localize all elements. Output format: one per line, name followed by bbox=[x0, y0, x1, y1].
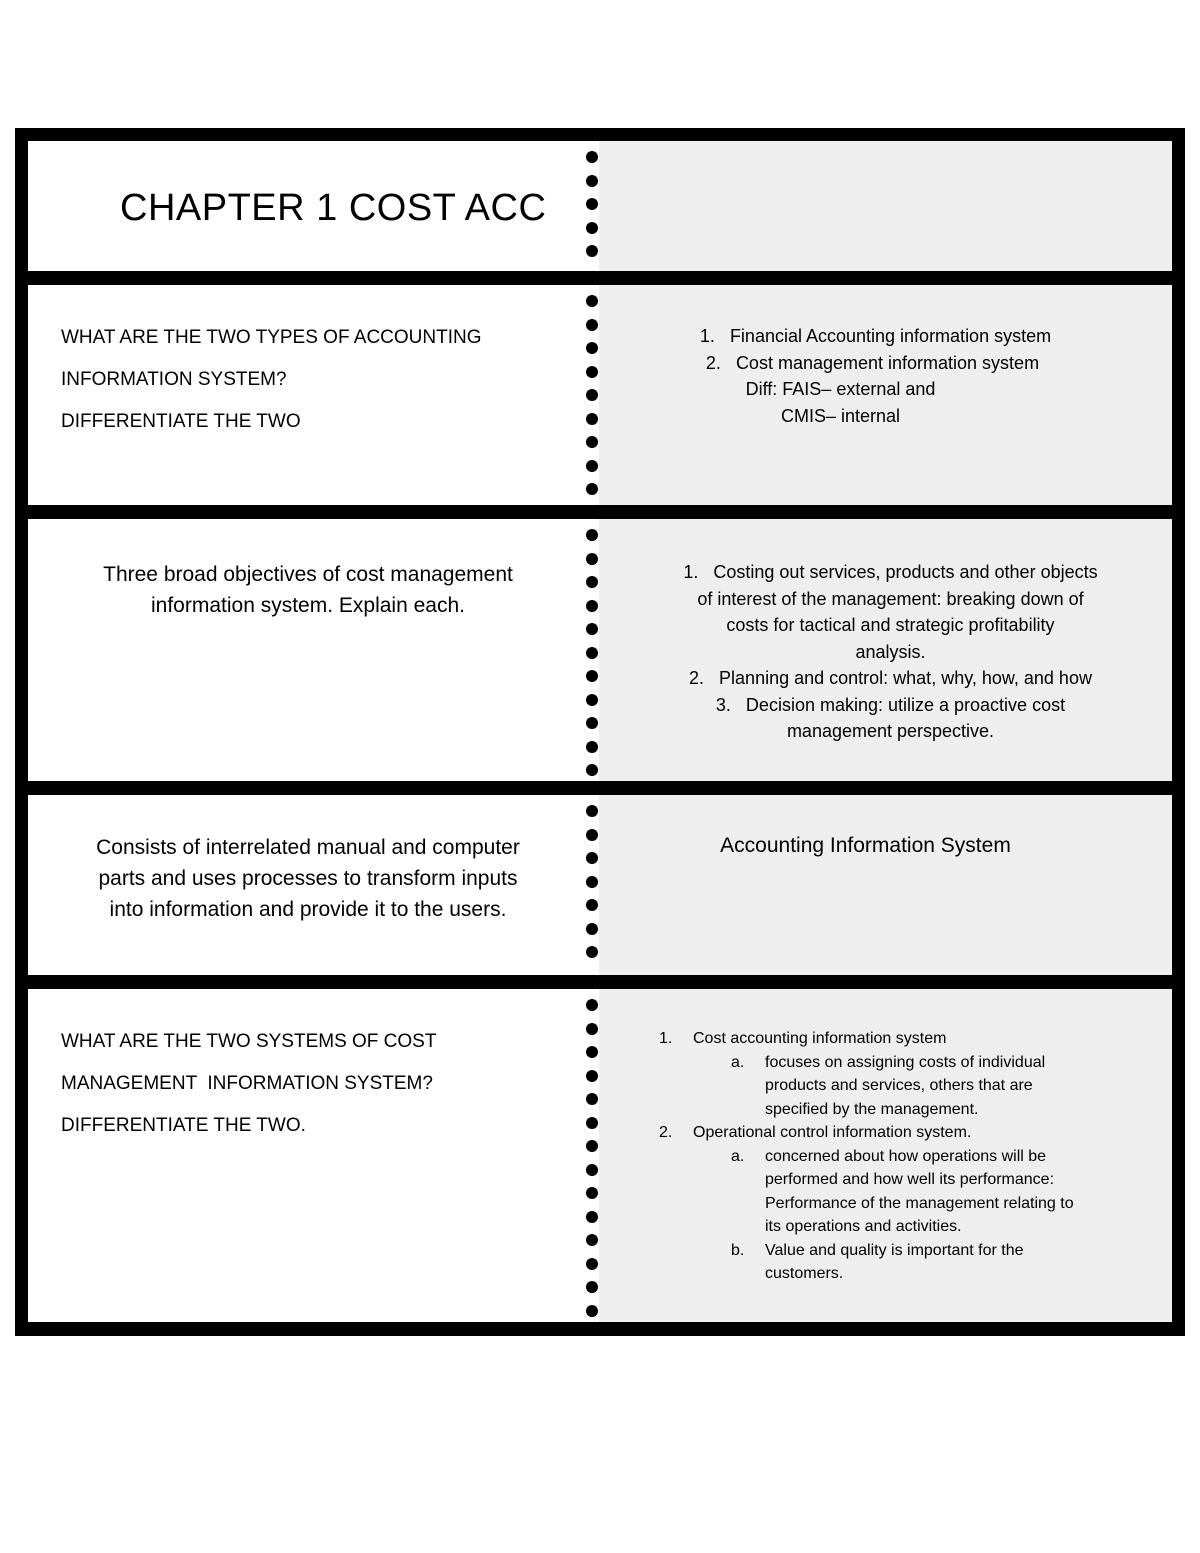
question-cell bbox=[28, 285, 585, 505]
perforation-dot bbox=[586, 1164, 598, 1176]
answer-line: specified by the management. bbox=[765, 1100, 979, 1118]
perforation-dot bbox=[586, 1187, 598, 1199]
perforation-dot bbox=[586, 1070, 598, 1082]
perforation-dot bbox=[586, 1117, 598, 1129]
answer-line: 2. Planning and control: what, why, how, and how bbox=[689, 668, 1092, 688]
perforation bbox=[585, 795, 599, 975]
question-line: WHAT ARE THE TWO TYPES OF ACCOUNTING bbox=[61, 327, 482, 348]
flashcard-4 bbox=[28, 989, 1172, 1322]
list-marker: 1. bbox=[699, 326, 715, 346]
list-marker: a. bbox=[731, 1147, 745, 1165]
answer-line: focuses on assigning costs of individual bbox=[765, 1053, 1046, 1071]
perforation-dot bbox=[586, 1234, 598, 1246]
list-marker: 1. bbox=[659, 1030, 673, 1047]
question-line: INFORMATION SYSTEM? bbox=[61, 369, 287, 390]
perforation-dot bbox=[586, 852, 598, 864]
question-text bbox=[61, 1021, 436, 1147]
answer-line: concerned about how operations will be bbox=[765, 1147, 1047, 1165]
question-line: DIFFERENTIATE THE TWO bbox=[61, 411, 301, 432]
answer-line: performed and how well its performance: bbox=[765, 1171, 1055, 1188]
question-line: information system. Explain each. bbox=[151, 594, 465, 617]
answer-cell bbox=[599, 795, 1172, 975]
title-card bbox=[28, 141, 1172, 271]
answer-note: CMIS– internal bbox=[780, 405, 901, 426]
answer-cell bbox=[599, 519, 1172, 781]
perforation-dot bbox=[586, 899, 598, 911]
answer-line: Cost management information system bbox=[735, 352, 1040, 373]
answer-cell bbox=[599, 285, 1172, 505]
list-marker: a. bbox=[731, 1053, 745, 1071]
perforation-dot bbox=[586, 198, 598, 210]
question-text bbox=[61, 317, 482, 443]
question-line: WHAT ARE THE TWO SYSTEMS OF COST bbox=[61, 1031, 437, 1052]
perforation-dot bbox=[586, 999, 598, 1011]
answer-line: 1. Costing out services, products and other objects bbox=[683, 562, 1098, 582]
perforation-dot bbox=[586, 623, 598, 635]
flashcard-sheet bbox=[15, 128, 1185, 1336]
perforation-dot bbox=[586, 222, 598, 234]
perforation-dot bbox=[586, 436, 598, 448]
answer-text bbox=[659, 1027, 1142, 1286]
answer-subitem bbox=[731, 1051, 1142, 1122]
flashcard-3 bbox=[28, 795, 1172, 975]
perforation bbox=[585, 141, 599, 271]
list-marker: 2. bbox=[705, 352, 721, 373]
perforation-dot bbox=[586, 483, 598, 495]
question-text bbox=[38, 559, 578, 621]
answer-line: Performance of the management relating to bbox=[765, 1194, 1074, 1212]
perforation-dot bbox=[586, 1305, 598, 1317]
perforation-dot bbox=[586, 805, 598, 817]
question-cell bbox=[28, 989, 585, 1322]
perforation-dot bbox=[586, 1258, 598, 1270]
answer-line: products and services, others that are bbox=[765, 1077, 1033, 1094]
perforation-dot bbox=[586, 553, 598, 565]
answer-line: customers. bbox=[765, 1265, 844, 1282]
answer-item bbox=[573, 350, 1172, 377]
question-line: MANAGEMENT INFORMATION SYSTEM? bbox=[61, 1073, 433, 1094]
answer-item bbox=[659, 1027, 1142, 1051]
answer-text bbox=[599, 323, 1172, 429]
flashcard-1 bbox=[28, 285, 1172, 505]
answer-line: of interest of the management: breaking down of bbox=[697, 588, 1084, 609]
answer-text: Accounting Information System bbox=[720, 834, 1011, 857]
perforation-dot bbox=[586, 1046, 598, 1058]
perforation-dot bbox=[586, 670, 598, 682]
answer-line: Cost accounting information system bbox=[693, 1030, 947, 1047]
perforation-dot bbox=[586, 1023, 598, 1035]
question-cell bbox=[28, 795, 585, 975]
answer-subitem bbox=[731, 1239, 1142, 1286]
question-line: Consists of interrelated manual and computer bbox=[96, 836, 520, 859]
answer-line: management perspective. bbox=[786, 721, 995, 741]
perforation-dot bbox=[586, 576, 598, 588]
title-cell bbox=[28, 141, 585, 271]
perforation-dot bbox=[586, 1211, 598, 1223]
page-title: CHAPTER 1 COST ACC bbox=[120, 187, 547, 229]
answer-line: its operations and activities. bbox=[765, 1218, 962, 1235]
perforation-dot bbox=[586, 1140, 598, 1152]
answer-item bbox=[659, 1121, 1142, 1145]
perforation-dot bbox=[586, 741, 598, 753]
perforation-dot bbox=[586, 647, 598, 659]
perforation-dot bbox=[586, 923, 598, 935]
answer-line: costs for tactical and strategic profitability bbox=[726, 615, 1055, 635]
perforation-dot bbox=[586, 175, 598, 187]
answer-cell bbox=[599, 989, 1172, 1322]
perforation-dot bbox=[586, 151, 598, 163]
question-cell bbox=[28, 519, 585, 781]
perforation bbox=[585, 989, 599, 1322]
perforation-dot bbox=[586, 694, 598, 706]
list-marker: b. bbox=[731, 1241, 745, 1259]
perforation-dot bbox=[586, 1281, 598, 1293]
question-line: DIFFERENTIATE THE TWO. bbox=[61, 1115, 306, 1136]
perforation-dot bbox=[586, 295, 598, 307]
title-answer-cell bbox=[599, 141, 1172, 271]
question-line: parts and uses processes to transform inputs bbox=[98, 867, 518, 890]
answer-line: Value and quality is important for the bbox=[765, 1241, 1024, 1259]
perforation-dot bbox=[586, 460, 598, 472]
answer-line: analysis. bbox=[855, 641, 926, 662]
answer-note: Diff: FAIS– external and bbox=[745, 379, 936, 399]
perforation bbox=[585, 519, 599, 781]
answer-line: 3. Decision making: utilize a proactive cost bbox=[715, 694, 1066, 715]
question-line: Three broad objectives of cost management bbox=[103, 563, 513, 586]
perforation-dot bbox=[586, 764, 598, 776]
perforation-dot bbox=[586, 876, 598, 888]
question-text bbox=[38, 832, 578, 925]
answer-line: Financial Accounting information system bbox=[729, 326, 1052, 346]
perforation-dot bbox=[586, 529, 598, 541]
answer-line: Operational control information system. bbox=[693, 1124, 972, 1141]
answer-subitem bbox=[731, 1145, 1142, 1239]
perforation-dot bbox=[586, 1093, 598, 1105]
perforation-dot bbox=[586, 946, 598, 958]
perforation-dot bbox=[586, 829, 598, 841]
flashcard-2 bbox=[28, 519, 1172, 781]
perforation-dot bbox=[586, 600, 598, 612]
answer-text bbox=[619, 559, 1162, 745]
answer-item bbox=[579, 323, 1172, 350]
question-line: into information and provide it to the users. bbox=[109, 898, 507, 921]
perforation-dot bbox=[586, 245, 598, 257]
perforation-dot bbox=[586, 717, 598, 729]
list-marker: 2. bbox=[659, 1124, 673, 1141]
